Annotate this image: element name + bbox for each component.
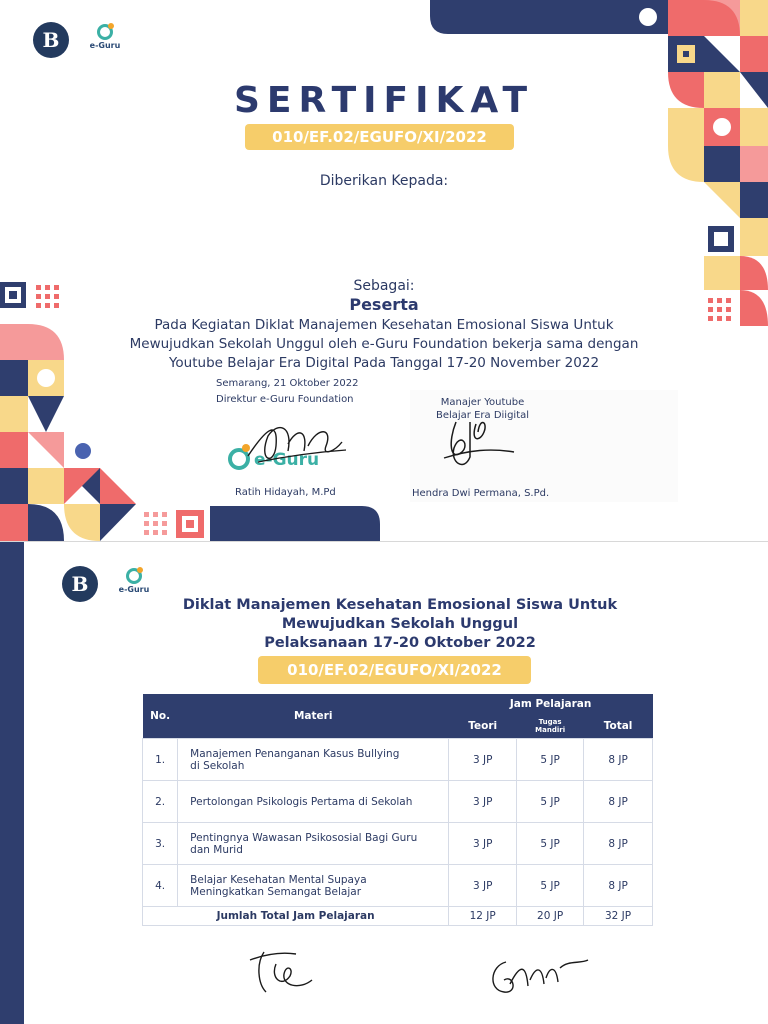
signer2-title-line: Belajar Era Diigital <box>435 410 530 421</box>
description-line: Youtube Belajar Era Digital Pada Tanggal 17-20 November 2022 <box>168 355 600 371</box>
row-materi <box>178 823 449 865</box>
row-materi <box>178 865 449 907</box>
certificate-title: SERTIFIKAT <box>233 80 535 121</box>
row-tugas: 5 JP <box>517 865 584 907</box>
sign-date: Semarang, 21 Oktober 2022 <box>216 378 359 389</box>
row-no: 4. <box>143 865 178 907</box>
lesson-hours-table <box>142 694 653 926</box>
row-materi <box>178 739 449 781</box>
certificate-description <box>0 316 768 373</box>
row-teori: 3 JP <box>449 781 517 823</box>
schedule-number: 010/EF.02/EGUFO/XI/2022 <box>258 656 531 684</box>
header-jam-pelajaran: Jam Pelajaran <box>449 694 653 714</box>
materi-line: Meningkatkan Semangat Belajar <box>190 885 362 898</box>
description-line: Pada Kegiatan Diklat Manajemen Kesehatan Emosional Siswa Untuk <box>154 317 614 333</box>
role-label: Peserta <box>349 295 419 314</box>
header-total: Total <box>584 714 653 739</box>
row-teori: 3 JP <box>449 865 517 907</box>
header-tugas-mandiri <box>517 714 584 739</box>
eguru-logo-text: e-Guru <box>118 585 150 594</box>
row-teori: 3 JP <box>449 823 517 865</box>
row-tugas: 5 JP <box>517 781 584 823</box>
row-total: 8 JP <box>584 739 653 781</box>
table-row <box>143 823 653 865</box>
header-materi: Materi <box>178 694 449 739</box>
materi-line: di Sekolah <box>190 759 245 772</box>
header-no: No. <box>143 694 178 739</box>
given-to-label: Diberikan Kepada: <box>319 173 449 189</box>
schedule-title <box>16 596 768 653</box>
eguru-logo-icon <box>85 24 125 50</box>
signer2-name: Hendra Dwi Permana, S.Pd. <box>412 488 550 499</box>
schedule-title-line: Pelaksanaan 17-20 Oktober 2022 <box>264 635 536 651</box>
total-label: Jumlah Total Jam Pelajaran <box>143 907 449 926</box>
row-no: 3. <box>143 823 178 865</box>
row-total: 8 JP <box>584 865 653 907</box>
schedule-title-line: Mewujudkan Sekolah Unggul <box>281 616 519 632</box>
description-line: Mewujudkan Sekolah Unggul oleh e-Guru Foundation bekerja sama dengan <box>129 336 639 352</box>
schedule-title-line: Diklat Manajemen Kesehatan Emosional Siswa Untuk <box>182 597 618 613</box>
header-teori: Teori <box>449 714 517 739</box>
signature-3-icon <box>246 944 326 1000</box>
header-tugas-line: Mandiri <box>535 726 566 734</box>
header-tugas-line: Tugas <box>538 718 562 726</box>
stamp-text: e-Guru <box>254 450 320 470</box>
eguru-logo-text: e-Guru <box>89 41 121 50</box>
b-logo-icon: B <box>33 22 69 58</box>
materi-line: Pentingnya Wawasan Psikososial Bagi Guru <box>190 831 418 844</box>
row-no: 1. <box>143 739 178 781</box>
materi-line: Manajemen Penanganan Kasus Bullying <box>190 747 400 760</box>
materi-line: Belajar Kesehatan Mental Supaya <box>190 873 367 886</box>
as-label: Sebagai: <box>353 278 415 294</box>
materi-line: Pertolongan Psikologis Pertama di Sekolah <box>190 795 413 808</box>
row-tugas: 5 JP <box>517 823 584 865</box>
signature-4-icon <box>484 950 594 1002</box>
materi-line: dan Murid <box>190 843 243 856</box>
row-materi <box>178 781 449 823</box>
row-total: 8 JP <box>584 781 653 823</box>
eguru-logo-icon <box>114 568 154 594</box>
schedule-page <box>0 542 768 1024</box>
total-tugas: 20 JP <box>517 907 584 926</box>
signer1-title: Direktur e-Guru Foundation <box>216 394 354 405</box>
row-tugas: 5 JP <box>517 739 584 781</box>
table-row <box>143 781 653 823</box>
total-teori: 12 JP <box>449 907 517 926</box>
certificate-number: 010/EF.02/EGUFO/XI/2022 <box>245 124 514 150</box>
signature-2-icon <box>440 412 520 484</box>
b-logo-icon: B <box>62 566 98 602</box>
row-total: 8 JP <box>584 823 653 865</box>
table-row <box>143 739 653 781</box>
row-teori: 3 JP <box>449 739 517 781</box>
signer2-title-line: Manajer Youtube <box>440 397 525 408</box>
row-no: 2. <box>143 781 178 823</box>
total-total: 32 JP <box>584 907 653 926</box>
signature-1-icon <box>238 416 350 476</box>
table-row <box>143 865 653 907</box>
signer1-name: Ratih Hidayah, M.Pd <box>235 487 336 498</box>
table-total-row <box>143 907 653 926</box>
